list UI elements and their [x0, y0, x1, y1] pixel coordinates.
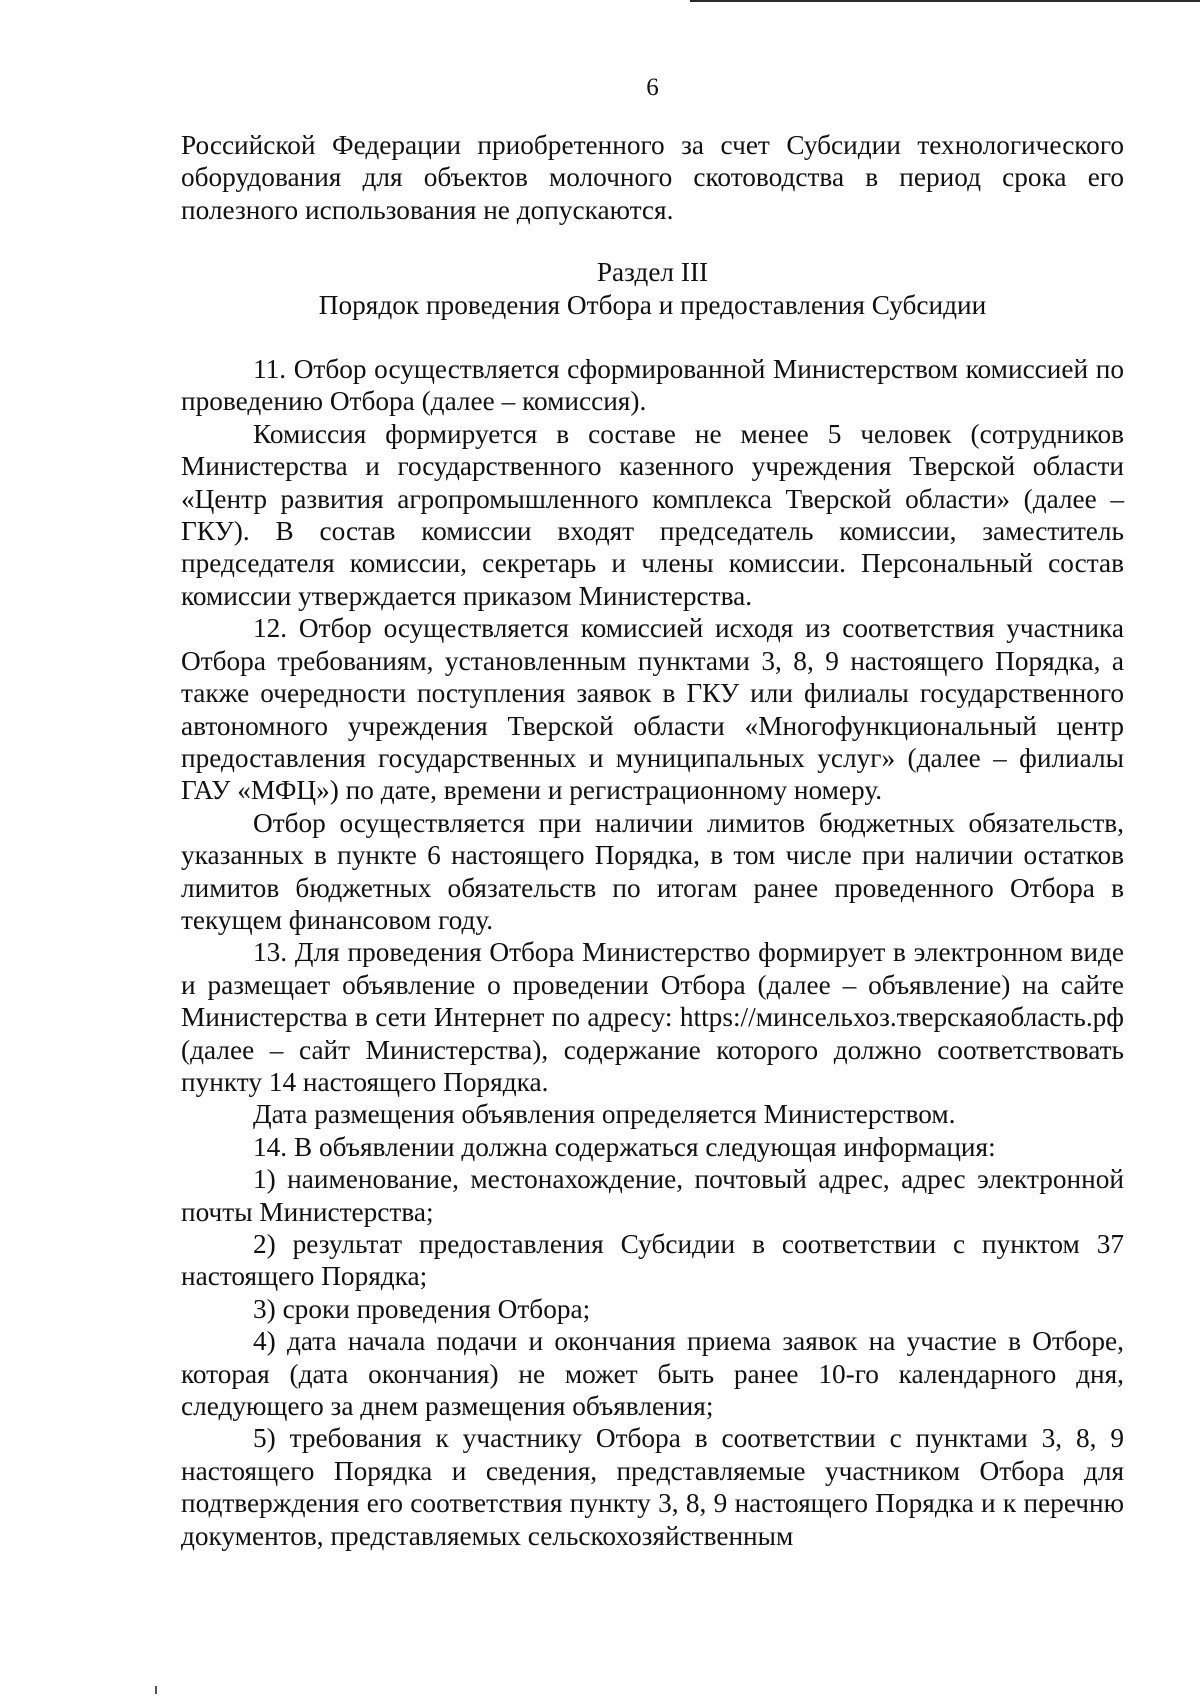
paragraph-14: 14. В объявлении должна содержаться следующая информация: — [253, 1131, 996, 1162]
list-item-2: 2) результат предоставления Субсидии в соответствии с пунктом 37 настоящего Порядка; — [181, 1229, 1124, 1292]
scan-mark — [155, 1686, 157, 1694]
paragraph-limits: Отбор осуществляется при наличии лимитов бюджетных обязательств, указанных в пункте 6 настоящего Порядка, в том числе при наличии остатков лимитов бюджетных обязательств по итогам ранее проведенного Отбора в текущем финансовом году. — [181, 807, 1124, 935]
paragraph-12: 12. Отбор осуществляется комиссией исходя из соответствия участника Отбора требованиям, установленным пунктами 3, 8, 9 настоящего Порядка, а также очередности поступления заявок в ГКУ или филиалы государственного автономного учреждения Тверской области «Многофункциональный центр предоставления государственных и муниципальных услуг» (далее – филиалы ГАУ «МФЦ») по дате, времени и регистрационному номеру. — [181, 613, 1124, 806]
page-number: 6 — [646, 74, 659, 101]
paragraph-date: Дата размещения объявления определяется Министерством. — [253, 1099, 956, 1130]
list-item-5: 5) требования к участнику Отбора в соответствии с пунктами 3, 8, 9 настоящего Порядка и сведения, представляемые участником Отбора для подтверждения его соответствия пункту 3, 8, 9 настоящего Порядка и к перечню документов, представляемых сельскохозяйственным — [181, 1423, 1124, 1551]
list-item-1: 1) наименование, местонахождение, почтовый адрес, адрес электронной почты Министерства; — [181, 1164, 1124, 1227]
paragraph-commission: Комиссия формируется в составе не менее 5 человек (сотрудников Министерства и государственного казенного учреждения Тверской области «Центр развития агропромышленного комплекса Тверской области» (далее – ГКУ). В состав комиссии входят председатель комиссии, заместитель председателя комиссии, секретарь и члены комиссии. Персональный состав комиссии утверждается приказом Министерства. — [181, 418, 1124, 611]
document-body — [181, 129, 1124, 1552]
scan-edge-line — [690, 0, 1200, 2]
carryover-paragraph: Российской Федерации приобретенного за счет Субсидии технологического оборудования для объектов молочного скотоводства в период срока его полезного использования не допускаются. — [181, 130, 1124, 225]
list-item-4: 4) дата начала подачи и окончания приема заявок на участие в Отборе, которая (дата окончания) не может быть ранее 10-го календарного дня, следующего за днем размещения объявления; — [181, 1326, 1124, 1422]
paragraph-11: 11. Отбор осуществляется сформированной Министерством комиссией по проведению Отбора (далее – комиссия). — [181, 354, 1124, 417]
section-subtitle: Порядок проведения Отбора и предоставления Субсидии — [318, 289, 987, 320]
list-item-3: 3) сроки проведения Отбора; — [253, 1293, 591, 1324]
paragraph-13: 13. Для проведения Отбора Министерство формирует в электронном виде и размещает объявление о проведении Отбора (далее – объявление) на сайте Министерства в сети Интернет по адресу: https://минсельхоз.тверскаяобласть.рф (далее – сайт Министерства), содержание которого должно соответствовать пункту 14 настоящего Порядка. — [181, 937, 1124, 1097]
section-title: Раздел III — [596, 257, 709, 288]
